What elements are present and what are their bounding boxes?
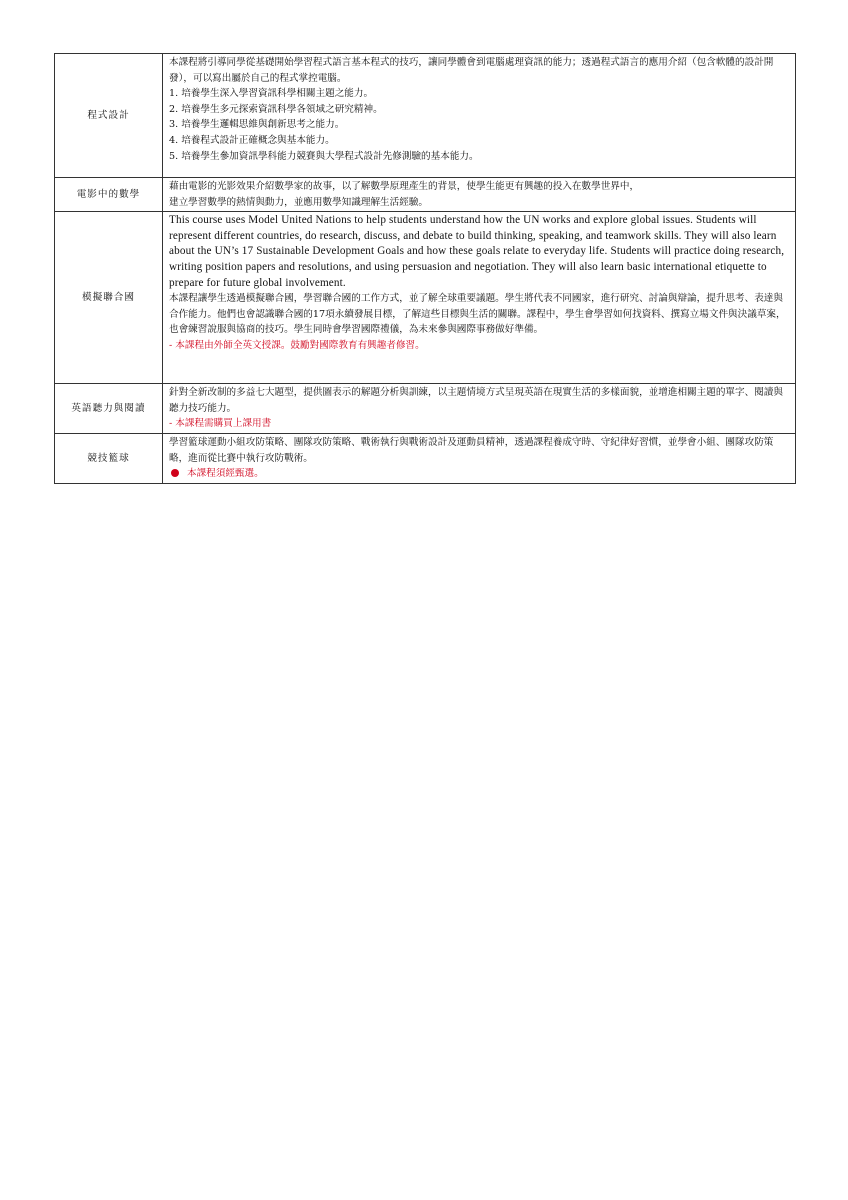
course-note: - 本課程由外師全英文授課。鼓勵對國際教育有興趣者修習。	[169, 339, 425, 351]
table-row	[55, 54, 796, 178]
course-name-movie-math: 電影中的數學	[55, 178, 163, 212]
course-description	[163, 54, 796, 178]
list-item: 4. 培養程式設計正確概念與基本能力。	[169, 134, 335, 146]
chinese-description: 本課程讓學生透過模擬聯合國，學習聯合國的工作方式，並了解全球重要議題。學生將代表不同國家，進行研究、討論與辯論，提升思考、表達與合作能力。他們也會認識聯合國的17項永續發展目標，了解這些目標與生活的關聯。課程中，學生會學習如何找資料、撰寫立場文件與決議草案，也會練習說服與協商的技巧。學生同時會學習國際禮儀，為未來參與國際事務做好準備。	[169, 293, 786, 336]
english-description: This course uses Model United Nations to help students understand how the UN works and explore global issues. Students will represent different countries, do research, discuss, and debate to build thinking, speaking, and teamwork skills. They will also learn about the UN’s 17 Sustainable Development Goals and how these goals relate to everyday life. Students will practice doing research, writing position papers and resolutions, and using persuasion and negotiation. They will also learn basic international etiquette to prepare for future global involvement.	[169, 214, 785, 289]
list-item: 1. 培養學生深入學習資訊科學相關主題之能力。	[169, 88, 374, 100]
table-row	[55, 178, 796, 212]
course-note-line	[169, 466, 789, 482]
course-table-page	[54, 53, 796, 484]
bullet-icon	[171, 469, 179, 477]
objective-list	[169, 86, 789, 164]
course-name-english: 英語聽力與閱讀	[55, 384, 163, 434]
course-description	[163, 178, 796, 212]
description-text: 學習籃球運動小組攻防策略、團隊攻防策略、戰術執行與戰術設計及運動員精神，透過課程養成守時、守紀律好習慣，並學會小組、團隊攻防策略，進而從比賽中執行攻防戰術。	[169, 436, 774, 464]
table-row	[55, 384, 796, 434]
course-table	[54, 53, 796, 484]
description-text: 針對全新改制的多益七大題型，提供圖表示的解題分析與訓練，以主題情境方式呈現英語在現實生活的多樣面貌，並增進相關主題的單字、閱讀與聽力技巧能力。	[169, 387, 783, 414]
course-description	[163, 384, 796, 434]
list-item: 2. 培養學生多元探索資訊科學各領域之研究精神。	[169, 103, 383, 115]
list-item: 5. 培養學生參加資訊學科能力競賽與大學程式設計先修測驗的基本能力。	[169, 150, 479, 162]
list-item: 3. 培養學生邏輯思維與創新思考之能力。	[169, 119, 345, 131]
table-row	[55, 212, 796, 384]
description-line: 建立學習數學的熱情與動力，並應用數學知識理解生活經驗。	[169, 196, 429, 208]
course-name-mun: 模擬聯合國	[55, 212, 163, 384]
course-intro: 本課程將引導同學從基礎開始學習程式語言基本程式的技巧，讓同學體會到電腦處理資訊的能力；透過程式語言的應用介紹（包含軟體的設計開發），可以寫出屬於自己的程式掌控電腦。	[169, 57, 774, 84]
course-description	[163, 433, 796, 483]
course-note: - 本課程需購買上課用書	[169, 418, 272, 430]
course-note: 本課程須經甄選。	[187, 468, 264, 480]
course-description	[163, 212, 796, 384]
course-name-programming: 程式設計	[55, 54, 163, 178]
description-line: 藉由電影的光影效果介紹數學家的故事，以了解數學原理產生的背景，使學生能更有興趣的投入在數學世界中，	[169, 181, 640, 192]
table-row	[55, 433, 796, 483]
course-name-basketball: 競技籃球	[55, 433, 163, 483]
